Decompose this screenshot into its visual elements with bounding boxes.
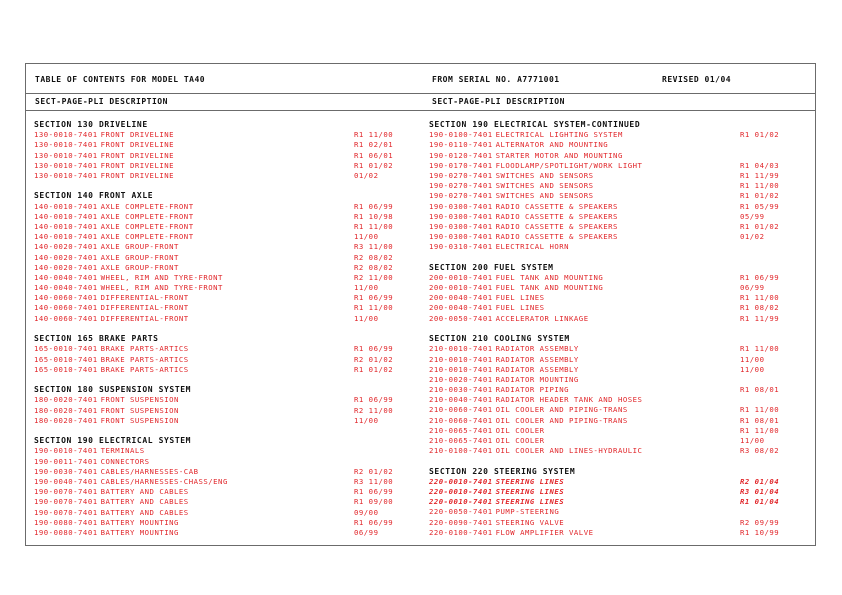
revision-code: R1 05/99 xyxy=(740,201,780,211)
part-description: RADIATOR ASSEMBLY xyxy=(495,364,579,374)
document-title: TABLE OF CONTENTS FOR MODEL TA40 xyxy=(35,75,206,84)
toc-entry[interactable] xyxy=(429,283,809,293)
toc-entry[interactable] xyxy=(34,212,414,222)
revision-code: R2 01/02 xyxy=(354,466,394,476)
revision-code: 11/00 xyxy=(740,364,765,374)
toc-entry[interactable] xyxy=(34,355,414,365)
toc-entry[interactable] xyxy=(429,355,809,365)
revision-code: 11/00 xyxy=(354,415,379,425)
toc-entry[interactable] xyxy=(34,416,414,426)
toc-entry[interactable] xyxy=(429,222,809,232)
revision-code: R2 08/02 xyxy=(354,262,394,272)
part-description: FRONT SUSPENSION xyxy=(100,405,179,415)
part-code: 165-0010-7401 xyxy=(34,364,98,374)
column-header-left: SECT-PAGE-PLI DESCRIPTION xyxy=(35,97,168,106)
part-code: 190-0080-7401 xyxy=(34,527,98,537)
toc-entry[interactable] xyxy=(429,293,809,303)
part-description: AXLE GROUP-FRONT xyxy=(100,262,179,272)
revision-code: R1 01/02 xyxy=(740,191,780,201)
part-description: FRONT DRIVELINE xyxy=(100,170,175,180)
revision-code: R1 11/00 xyxy=(740,293,780,303)
toc-entry[interactable] xyxy=(429,477,809,487)
toc-entry[interactable] xyxy=(429,385,809,395)
toc-entry[interactable] xyxy=(34,273,414,283)
revision-code: R1 11/00 xyxy=(354,303,394,313)
revision-code: R3 08/02 xyxy=(740,446,780,456)
section-heading: SECTION 130 DRIVELINE xyxy=(34,120,148,129)
revision-code: 09/00 xyxy=(354,507,379,517)
toc-entry[interactable] xyxy=(34,202,414,212)
toc-entry[interactable] xyxy=(34,253,414,263)
toc-entry[interactable] xyxy=(429,344,809,354)
revision-code: 05/99 xyxy=(740,211,765,221)
toc-entry[interactable] xyxy=(34,457,414,467)
part-description: ACCELERATOR LINKAGE xyxy=(495,313,589,323)
part-description: RADIATOR ASSEMBLY xyxy=(495,354,579,364)
part-code: 220-0050-7401 xyxy=(429,507,493,517)
toc-entry[interactable] xyxy=(429,232,809,242)
part-code: 140-0040-7401 xyxy=(34,283,98,293)
revision-code: R1 11/00 xyxy=(740,181,780,191)
part-code: 220-0010-7401 xyxy=(429,497,493,507)
toc-entry[interactable] xyxy=(429,303,809,313)
part-code: 130-0010-7401 xyxy=(34,130,98,140)
toc-entry[interactable] xyxy=(34,446,414,456)
revision-code: R1 08/01 xyxy=(740,385,780,395)
revision-code: R1 11/00 xyxy=(740,344,780,354)
part-code: 220-0010-7401 xyxy=(429,487,493,497)
part-description: AXLE COMPLETE-FRONT xyxy=(100,201,194,211)
revision-code: R2 01/02 xyxy=(354,354,394,364)
toc-entry[interactable] xyxy=(429,365,809,375)
part-code: 190-0300-7401 xyxy=(429,221,493,231)
toc-entry[interactable] xyxy=(34,344,414,354)
revision-code: R2 11/00 xyxy=(354,405,394,415)
part-code: 140-0020-7401 xyxy=(34,242,98,252)
part-description: DIFFERENTIAL-FRONT xyxy=(100,313,189,323)
revision-code: 06/99 xyxy=(354,527,379,537)
revision-code: R1 06/01 xyxy=(354,150,394,160)
part-code: 140-0040-7401 xyxy=(34,272,98,282)
revision-code: R1 06/99 xyxy=(354,517,394,527)
part-description: FUEL LINES xyxy=(495,303,545,313)
revision-code: R1 08/01 xyxy=(740,415,780,425)
part-description: AXLE COMPLETE-FRONT xyxy=(100,232,194,242)
part-description: RADIATOR MOUNTING xyxy=(495,374,579,384)
toc-entry[interactable] xyxy=(34,171,414,181)
part-description: OIL COOLER AND LINES-HYDRAULIC xyxy=(495,446,643,456)
toc-entry[interactable] xyxy=(429,130,809,140)
part-code: 210-0010-7401 xyxy=(429,344,493,354)
part-code: 180-0020-7401 xyxy=(34,415,98,425)
part-code: 210-0040-7401 xyxy=(429,395,493,405)
toc-entry[interactable] xyxy=(429,416,809,426)
revision-code: R1 11/00 xyxy=(354,221,394,231)
revision-code: R2 09/99 xyxy=(740,517,780,527)
part-description: ALTERNATOR AND MOUNTING xyxy=(495,140,609,150)
toc-entry[interactable] xyxy=(429,436,809,446)
part-description: BRAKE PARTS-ARTICS xyxy=(100,354,189,364)
part-description: STEERING LINES xyxy=(495,476,565,486)
header-divider xyxy=(25,93,816,94)
toc-entry[interactable] xyxy=(34,528,414,538)
part-description: CABLES/HARNESSES-CAB xyxy=(100,466,199,476)
revision-code: R1 01/02 xyxy=(354,364,394,374)
column-header-divider xyxy=(25,110,816,111)
part-description: FUEL LINES xyxy=(495,293,545,303)
part-description: SWITCHES AND SENSORS xyxy=(495,181,594,191)
part-description: FUEL TANK AND MOUNTING xyxy=(495,272,604,282)
toc-entry[interactable] xyxy=(34,508,414,518)
revision-code: 11/00 xyxy=(354,283,379,293)
part-description: STARTER MOTOR AND MOUNTING xyxy=(495,150,623,160)
part-code: 190-0170-7401 xyxy=(429,160,493,170)
toc-entry[interactable] xyxy=(429,426,809,436)
section-heading: SECTION 190 ELECTRICAL SYSTEM xyxy=(34,436,192,446)
part-description: OIL COOLER xyxy=(495,425,545,435)
part-code: 130-0010-7401 xyxy=(34,140,98,150)
revision-code: R1 11/99 xyxy=(740,313,780,323)
toc-entry[interactable] xyxy=(34,303,414,313)
part-code: 140-0020-7401 xyxy=(34,252,98,262)
revision-code: R1 11/00 xyxy=(740,425,780,435)
part-code: 210-0020-7401 xyxy=(429,374,493,384)
revision-code: R1 06/99 xyxy=(740,272,780,282)
part-description: FRONT SUSPENSION xyxy=(100,395,179,405)
toc-entry[interactable] xyxy=(429,528,809,538)
revision-code: R1 06/99 xyxy=(354,344,394,354)
revision-code: R2 08/02 xyxy=(354,252,394,262)
part-description: AXLE GROUP-FRONT xyxy=(100,242,179,252)
toc-entry[interactable] xyxy=(429,202,809,212)
part-description: BATTERY MOUNTING xyxy=(100,527,179,537)
revision-code: R1 11/99 xyxy=(740,170,780,180)
revision-code: R1 01/02 xyxy=(354,160,394,170)
part-code: 140-0060-7401 xyxy=(34,303,98,313)
revision-code: R3 11/00 xyxy=(354,477,394,486)
revision-code: R1 06/99 xyxy=(354,487,394,497)
part-code: 165-0010-7401 xyxy=(34,354,98,364)
part-code: 190-0070-7401 xyxy=(34,487,98,497)
revision-date: REVISED 01/04 xyxy=(662,75,732,84)
toc-entry[interactable] xyxy=(429,497,809,507)
toc-entry[interactable] xyxy=(429,405,809,415)
toc-entry[interactable] xyxy=(429,191,809,201)
column-header-right: SECT-PAGE-PLI DESCRIPTION xyxy=(432,97,565,106)
part-code: 190-0300-7401 xyxy=(429,201,493,211)
part-description: RADIO CASSETTE & SPEAKERS xyxy=(495,201,618,211)
part-description: BRAKE PARTS-ARTICS xyxy=(100,364,189,374)
revision-code: R3 01/04 xyxy=(740,487,780,497)
part-code: 210-0030-7401 xyxy=(429,385,493,395)
toc-entry[interactable] xyxy=(34,140,414,150)
part-code: 190-0011-7401 xyxy=(34,456,98,466)
toc-entry[interactable] xyxy=(34,487,414,497)
toc-entry[interactable] xyxy=(429,518,809,528)
part-description: STEERING LINES xyxy=(495,497,565,507)
part-code: 165-0010-7401 xyxy=(34,344,98,354)
toc-entry[interactable] xyxy=(429,181,809,191)
revision-code: R1 11/00 xyxy=(354,130,394,140)
toc-entry[interactable] xyxy=(34,518,414,528)
part-code: 200-0040-7401 xyxy=(429,293,493,303)
revision-code: R1 06/99 xyxy=(354,293,394,303)
part-code: 220-0090-7401 xyxy=(429,517,493,527)
revision-code: R1 09/00 xyxy=(354,497,394,507)
revision-code: R1 06/99 xyxy=(354,395,394,405)
revision-code: R2 01/04 xyxy=(740,476,780,486)
part-description: OIL COOLER AND PIPING-TRANS xyxy=(495,405,628,415)
part-description: RADIO CASSETTE & SPEAKERS xyxy=(495,221,618,231)
part-code: 190-0270-7401 xyxy=(429,181,493,191)
part-description: RADIATOR HEADER TANK AND HOSES xyxy=(495,395,643,405)
section-heading: SECTION 140 FRONT AXLE xyxy=(34,191,154,201)
part-description: RADIO CASSETTE & SPEAKERS xyxy=(495,211,618,221)
section-heading: SECTION 180 SUSPENSION SYSTEM xyxy=(34,385,192,395)
toc-entry[interactable] xyxy=(34,263,414,273)
part-description: BATTERY MOUNTING xyxy=(100,517,179,527)
part-description: FRONT DRIVELINE xyxy=(100,140,175,150)
part-description: RADIO CASSETTE & SPEAKERS xyxy=(495,232,618,242)
toc-entry[interactable] xyxy=(34,467,414,477)
part-code: 130-0010-7401 xyxy=(34,150,98,160)
part-description: TERMINALS xyxy=(100,446,145,456)
part-description: FRONT DRIVELINE xyxy=(100,160,175,170)
part-code: 190-0070-7401 xyxy=(34,507,98,517)
toc-entry[interactable] xyxy=(429,446,809,456)
part-code: 190-0030-7401 xyxy=(34,466,98,476)
part-code: 210-0060-7401 xyxy=(429,405,493,415)
part-code: 190-0300-7401 xyxy=(429,211,493,221)
part-description: AXLE GROUP-FRONT xyxy=(100,252,179,262)
part-description: CABLES/HARNESSES-CHASS/ENG xyxy=(100,477,228,486)
part-code: 190-0010-7401 xyxy=(34,446,98,456)
part-description: WHEEL, RIM AND TYRE-FRONT xyxy=(100,272,223,282)
revision-code: 11/00 xyxy=(740,354,765,364)
toc-entry[interactable] xyxy=(34,365,414,375)
part-description: FUEL TANK AND MOUNTING xyxy=(495,283,604,293)
toc-entry[interactable] xyxy=(429,212,809,222)
toc-entry[interactable] xyxy=(429,314,809,324)
section-heading: SECTION 220 STEERING SYSTEM xyxy=(429,466,576,476)
revision-code: 06/99 xyxy=(740,283,765,293)
revision-code: R1 06/99 xyxy=(354,201,394,211)
revision-code: 01/02 xyxy=(740,232,765,242)
part-code: 210-0060-7401 xyxy=(429,415,493,425)
toc-entry[interactable] xyxy=(34,497,414,507)
part-code: 200-0050-7401 xyxy=(429,313,493,323)
revision-code: R1 01/02 xyxy=(740,130,780,140)
revision-code: R1 02/01 xyxy=(354,140,394,150)
toc-entry[interactable] xyxy=(34,477,414,487)
part-code: 200-0010-7401 xyxy=(429,272,493,282)
revision-code: 01/02 xyxy=(354,170,379,180)
section-heading: SECTION 200 FUEL SYSTEM xyxy=(429,262,554,272)
part-description: FLOODLAMP/SPOTLIGHT/WORK LIGHT xyxy=(495,160,643,170)
right-column xyxy=(429,120,809,538)
toc-entry[interactable] xyxy=(429,151,809,161)
left-column xyxy=(34,120,414,538)
revision-code: R1 04/03 xyxy=(740,160,780,170)
toc-entry[interactable] xyxy=(34,242,414,252)
toc-entry[interactable] xyxy=(429,242,809,252)
part-code: 190-0270-7401 xyxy=(429,170,493,180)
part-description: BATTERY AND CABLES xyxy=(100,497,189,507)
part-code: 190-0100-7401 xyxy=(429,130,493,140)
part-description: BATTERY AND CABLES xyxy=(100,507,189,517)
part-code: 140-0060-7401 xyxy=(34,293,98,303)
part-code: 130-0010-7401 xyxy=(34,160,98,170)
toc-entry[interactable] xyxy=(429,161,809,171)
section-heading: SECTION 165 BRAKE PARTS xyxy=(34,334,159,344)
part-code: 130-0010-7401 xyxy=(34,170,98,180)
part-code: 190-0070-7401 xyxy=(34,497,98,507)
toc-entry[interactable] xyxy=(34,406,414,416)
part-description: SWITCHES AND SENSORS xyxy=(495,191,594,201)
part-code: 140-0010-7401 xyxy=(34,201,98,211)
toc-entry[interactable] xyxy=(34,293,414,303)
part-description: WHEEL, RIM AND TYRE-FRONT xyxy=(100,283,223,293)
part-code: 200-0040-7401 xyxy=(429,303,493,313)
part-code: 220-0100-7401 xyxy=(429,527,493,537)
part-code: 140-0010-7401 xyxy=(34,221,98,231)
revision-code: 11/00 xyxy=(354,232,379,242)
toc-entry[interactable] xyxy=(34,130,414,140)
revision-code: R2 11/00 xyxy=(354,272,394,282)
part-code: 200-0010-7401 xyxy=(429,283,493,293)
toc-entry[interactable] xyxy=(34,222,414,232)
revision-code: 11/00 xyxy=(740,436,765,446)
toc-entry[interactable] xyxy=(34,232,414,242)
part-description: AXLE COMPLETE-FRONT xyxy=(100,211,194,221)
revision-code: R1 08/02 xyxy=(740,303,780,313)
part-code: 190-0300-7401 xyxy=(429,232,493,242)
part-description: DIFFERENTIAL-FRONT xyxy=(100,303,189,313)
revision-code: 11/00 xyxy=(354,313,379,323)
part-description: BRAKE PARTS-ARTICS xyxy=(100,344,189,354)
part-description: CONNECTORS xyxy=(100,456,150,466)
part-code: 190-0310-7401 xyxy=(429,242,493,252)
part-code: 190-0110-7401 xyxy=(429,140,493,150)
part-code: 190-0040-7401 xyxy=(34,477,98,486)
part-description: ELECTRICAL HORN xyxy=(495,242,570,252)
part-description: OIL COOLER xyxy=(495,436,545,446)
toc-entry[interactable] xyxy=(429,487,809,497)
part-description: FLOW AMPLIFIER VALVE xyxy=(495,527,594,537)
part-description: FRONT SUSPENSION xyxy=(100,415,179,425)
part-code: 190-0080-7401 xyxy=(34,517,98,527)
part-code: 140-0010-7401 xyxy=(34,211,98,221)
part-code: 220-0010-7401 xyxy=(429,476,493,486)
part-code: 210-0100-7401 xyxy=(429,446,493,456)
toc-entry[interactable] xyxy=(429,375,809,385)
part-description: DIFFERENTIAL-FRONT xyxy=(100,293,189,303)
part-description: RADIATOR ASSEMBLY xyxy=(495,344,579,354)
part-description: OIL COOLER AND PIPING-TRANS xyxy=(495,415,628,425)
part-code: 210-0065-7401 xyxy=(429,425,493,435)
toc-entry[interactable] xyxy=(429,507,809,517)
part-code: 140-0010-7401 xyxy=(34,232,98,242)
toc-entry[interactable] xyxy=(34,151,414,161)
part-description: ELECTRICAL LIGHTING SYSTEM xyxy=(495,130,623,140)
part-description: PUMP-STEERING xyxy=(495,507,560,517)
part-code: 180-0020-7401 xyxy=(34,405,98,415)
toc-entry[interactable] xyxy=(34,314,414,324)
part-code: 140-0020-7401 xyxy=(34,262,98,272)
part-description: SWITCHES AND SENSORS xyxy=(495,170,594,180)
toc-entry[interactable] xyxy=(429,140,809,150)
toc-entry[interactable] xyxy=(429,171,809,181)
part-description: STEERING LINES xyxy=(495,487,565,497)
part-description: FRONT DRIVELINE xyxy=(100,130,175,140)
part-code: 210-0065-7401 xyxy=(429,436,493,446)
part-code: 180-0020-7401 xyxy=(34,395,98,405)
revision-code: R1 10/98 xyxy=(354,211,394,221)
toc-entry[interactable] xyxy=(429,273,809,283)
section-heading: SECTION 190 ELECTRICAL SYSTEM-CONTINUED xyxy=(429,120,641,129)
part-code: 190-0270-7401 xyxy=(429,191,493,201)
revision-code: R1 10/99 xyxy=(740,527,780,537)
part-description: STEERING VALVE xyxy=(495,517,565,527)
revision-code: R1 01/02 xyxy=(740,221,780,231)
part-description: RADIATOR PIPING xyxy=(495,385,570,395)
toc-entry[interactable] xyxy=(34,283,414,293)
part-code: 140-0060-7401 xyxy=(34,313,98,323)
toc-entry[interactable] xyxy=(429,395,809,405)
serial-number: FROM SERIAL NO. A7771001 xyxy=(432,75,560,84)
toc-entry[interactable] xyxy=(34,395,414,405)
revision-code: R1 01/04 xyxy=(740,497,780,507)
part-code: 210-0010-7401 xyxy=(429,354,493,364)
revision-code: R1 11/00 xyxy=(740,405,780,415)
part-description: BATTERY AND CABLES xyxy=(100,487,189,497)
toc-entry[interactable] xyxy=(34,161,414,171)
section-heading: SECTION 210 COOLING SYSTEM xyxy=(429,334,570,344)
part-description: AXLE COMPLETE-FRONT xyxy=(100,221,194,231)
part-code: 210-0010-7401 xyxy=(429,364,493,374)
part-code: 190-0120-7401 xyxy=(429,150,493,160)
revision-code: R3 11/00 xyxy=(354,242,394,252)
part-description: FRONT DRIVELINE xyxy=(100,150,175,160)
